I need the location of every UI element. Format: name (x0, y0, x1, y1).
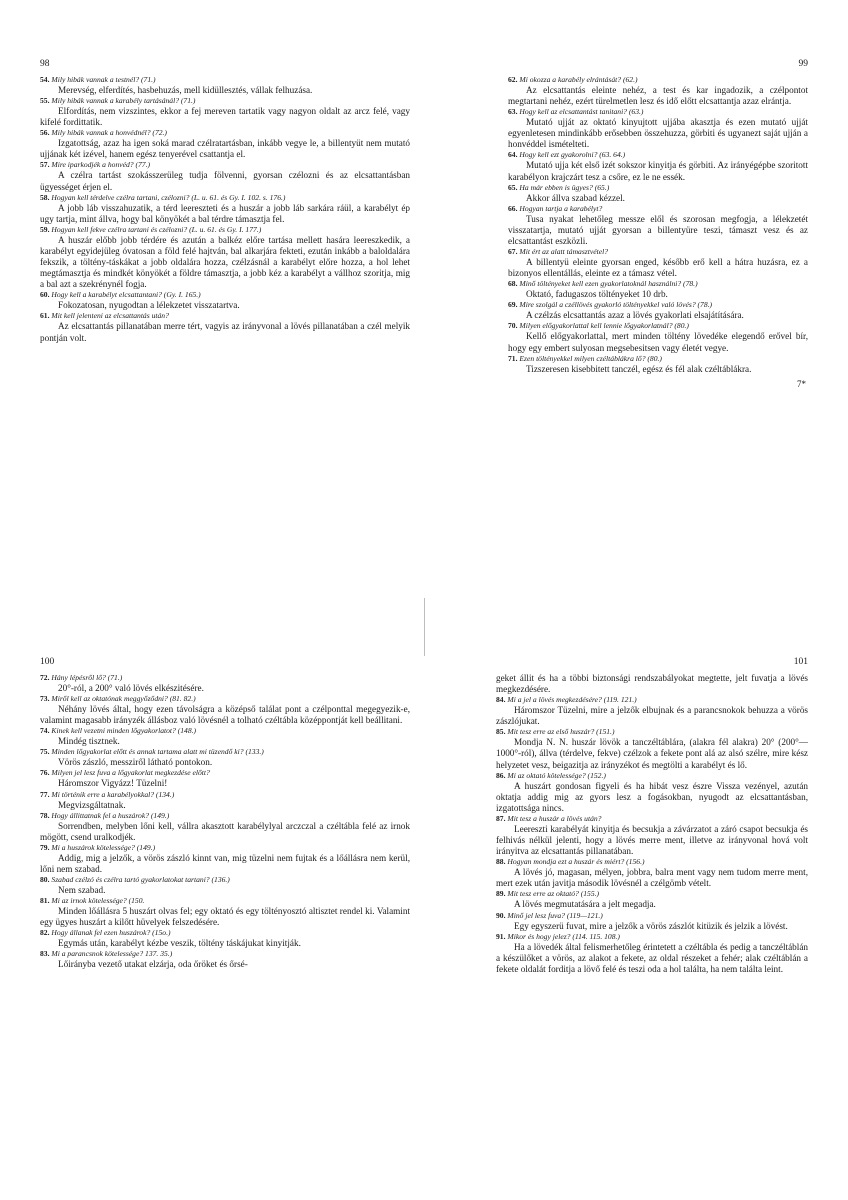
answer-text: Mutató ujja két első izét sokszor kinyitja és görbiti. Az irányégépbe szoritott karabélyon krajczárt tesz a csőre, ez le ne essék. (508, 160, 808, 182)
question (508, 204, 808, 214)
question (40, 160, 410, 170)
question (496, 932, 808, 942)
answer-text: Lőirányba vezető utakat elzárja, oda őröket és őrsé- (58, 959, 248, 970)
question (496, 889, 808, 899)
qa-item (496, 771, 808, 814)
qa-item (40, 949, 410, 970)
question-number: 78. (40, 810, 50, 820)
answer-text: Ha a lövedék által felismerhetőleg érintetett a czéltábla és pedig a tanczéltáblán a készülőket a vörös, az alakot a fekete, az oldal részeket a fehér; alak czéltáblán a fekete oldalát forditja a lövő felé és teszi oda a hol találta, ha nem találta leint. (496, 941, 808, 974)
answer-text: Oktató, fadugaszos töltényeket 10 drb. (526, 289, 668, 300)
answer-text: Elfordítás, nem vizszintes, ekkor a fej mereven tartatik vagy nagyon oldalt az arcz felé, vagy kifelé fordittatik. (40, 106, 410, 128)
answer-text: A lövés megmutatására a jelt megadja. (514, 899, 656, 910)
question-text: Mire szolgál a czéllövés gyakorló töltényekkel való lövés? (78.) (519, 300, 713, 310)
qa-item (508, 247, 808, 279)
question-number: 63. (508, 107, 518, 117)
answer-text: A lövés jó, magasan, mélyen, jobbra, balra ment vagy nem tudom merre ment, mert ezek után javitja második lövésnél a czélgömb vételt. (496, 867, 808, 889)
question-text: Milyen előgyakorlattal kell lennie lőgyakorlatnál? (80.) (519, 321, 689, 331)
answer-text: Izgatottság, azaz ha igen soká marad czélratartásban, inkább vegye le, a billentyüt nem mutató ujjának két izével, hanem egész tenyerével csattantja el. (40, 138, 410, 160)
qa-item (496, 911, 808, 932)
question (40, 896, 410, 906)
answer-text: Mutató ujját az oktató kinyujtott ujjába akasztja és ezen mutató ujját egyenletesen mindinkább erősebben összehuzza, görbiti és ugyanezt saját ujján a honvéddel ismételteti. (508, 117, 808, 150)
continued-paragraph: geket állit és ha a többi biztonsági rendszabályokat megtette, jelt fuvatja a lövés megkezdésére. (496, 673, 808, 695)
qa-list (40, 673, 410, 971)
question-number: 59. (40, 224, 50, 234)
question-text: Mit tesz a huszár a lövés után? (507, 813, 602, 823)
answer-text: Tusa nyakat lehetőleg messze elől és szorosan megfogja, a lélekzetét visszatartja, mutató ujját gyorsan a billentyüre teszi, támaszt vesz és az elcsattantást eszközli. (508, 213, 808, 246)
question-number: 90. (496, 910, 506, 920)
qa-item (40, 225, 410, 290)
question-text: Minden lőgyakorlat előtt és annak tartama alatt mi tüzendő ki? (133.) (51, 747, 264, 757)
answer-text: Egy egyszerü fuvat, mire a jelzők a vörös zászlót kitüzik és jelzik a lövést. (514, 920, 788, 931)
answer-text: Mindég tisztnek. (58, 736, 120, 747)
answer-text: Megvizsgáltatnak. (58, 799, 126, 810)
question (40, 75, 410, 85)
question (508, 321, 808, 331)
page-divider (424, 598, 425, 656)
page-number: 100 (40, 657, 55, 667)
answer-text: Egymás után, karabélyt kézbe veszik, töltény táskájukat kinyitják. (58, 938, 301, 949)
answer-text: Háromszor Tüzelni, mire a jelzők elbujnak és a parancsnokok behuzza a vörös zászlójukat. (496, 705, 808, 727)
question-number: 84. (496, 695, 506, 705)
page-98 (40, 58, 410, 588)
question-text: Ha már ebben is ügyes? (65.) (519, 182, 610, 192)
answer-text: Mondja N. N. huszár lövök a tanczéltáblára, (alakra fél alakra) 20° (200°—1000°-ról), állva (térdelve, fekve) czélzok a fekete pont alá az alsó szélre, mire kész helyzetet vesz, beigazitja az irányzékot és megtölti a karabélyt és lő. (496, 737, 808, 770)
qa-item (496, 932, 808, 975)
question (496, 771, 808, 781)
qa-item (40, 193, 410, 225)
question-text: Minő töltényeket kell ezen gyakorlatoknál használni? (78.) (519, 279, 698, 289)
question-number: 88. (496, 857, 506, 867)
qa-item (40, 790, 410, 811)
question-number: 66. (508, 203, 518, 213)
question (508, 183, 808, 193)
question (496, 857, 808, 867)
qa-item (40, 96, 410, 128)
answer-text: Merevség, elferdítés, hasbehuzás, mell kidüllesztés, vállak felhuzása. (58, 85, 313, 95)
question (40, 928, 410, 938)
question-text: Mily hibák vannak a karabély tartásánál? (71.) (51, 96, 196, 106)
question-number: 67. (508, 247, 518, 257)
qa-item (496, 857, 808, 889)
question-number: 58. (40, 192, 50, 202)
question-number: 79. (40, 842, 50, 852)
question-number: 72. (40, 673, 50, 682)
page-number: 98 (40, 59, 50, 69)
question-text: Hogyan tartja a karabélyt? (519, 203, 603, 213)
qa-item (40, 747, 410, 768)
qa-item (508, 279, 808, 300)
question-number: 89. (496, 889, 506, 899)
answer-text: Addig, mig a jelzők, a vörös zászló kinnt van, mig tüzelni nem fujtak és a lőállásra nem kerül, lőni nem szabad. (40, 852, 410, 874)
qa-item (40, 75, 410, 96)
question (496, 727, 808, 737)
question (496, 814, 808, 824)
question-number: 73. (40, 694, 50, 704)
qa-item (40, 128, 410, 160)
question-text: Mit tesz erre az oktató? (155.) (507, 889, 600, 899)
qa-item (40, 768, 410, 789)
qa-item (508, 107, 808, 150)
qa-item (40, 843, 410, 875)
answer-text: A billentyü eleinte gyorsan enged, később erő kell a hátra huzásra, ez a bizonyos ellentállás, eleinte ez a támasz vétel. (508, 257, 808, 279)
question-number: 68. (508, 279, 518, 289)
question (40, 193, 410, 203)
question-number: 57. (40, 160, 50, 170)
question-number: 74. (40, 726, 50, 736)
question-text: Hogy állanak fel ezen huszárok? (15o.) (51, 928, 171, 938)
qa-item (40, 673, 410, 694)
question-text: Mit ért az alatt támasztvétel? (519, 247, 608, 257)
question-text: Mi okozza a karabély elrántását? (62.) (519, 75, 638, 84)
question (508, 279, 808, 289)
question-text: Mi az oktató kötelessége? (152.) (507, 770, 606, 780)
question-number: 85. (496, 727, 506, 737)
page-101 (496, 656, 808, 1176)
page-100 (40, 656, 410, 1176)
question-number: 87. (496, 813, 506, 823)
question (496, 695, 808, 705)
answer-text: A jobb láb visszahuzatik, a térd leereszteti és a huszár a jobb láb sarkára ráül, a karabélyt ép ugy tartja, mint állva, hogy bal könyökét a bal térdre támasztja fel. (40, 202, 410, 224)
question-number: 69. (508, 300, 518, 310)
question-text: Hogyan kell fekve czélra tartani és czélozni? (L. u. 61. és Gy. I. 177.) (51, 224, 262, 234)
question-text: Milyen jel lesz fuva a lőgyakorlat megkezdése előtt? (51, 768, 210, 778)
question (40, 694, 410, 704)
question (40, 875, 410, 885)
qa-item (40, 160, 410, 192)
page-number: 99 (798, 59, 808, 69)
answer-text: Nem szabad. (58, 885, 106, 896)
qa-item (508, 300, 808, 321)
question-text: Mi történik erre a karabélyokkal? (134.) (51, 789, 175, 799)
qa-item (496, 727, 808, 770)
answer-text: Az elcsattantás pillanatában merre tért, vagyis az irányvonal a lövés pillanatában a czél melyik pontján volt. (40, 321, 410, 343)
qa-item (496, 814, 808, 857)
answer-text: A huszár előbb jobb térdére és azután a balkéz előre tartása mellett hasára leereszkedik, a karabélyt egyidejüleg óvatosan a föld felé hajtván, bal alkarjára fekteti, ezután inkább a baloldalára fekszik, a töltény-táskákat a jobb oldalára hozza, czélzásnál a karabélyt előre hozza, a hol lehet megtámasztja és mindkét könyökét a földre támasztja, a jobb kéz a karabélyt a vállhoz szoritja, mig a bal azt a szekrénynél fogja. (40, 234, 410, 290)
question (40, 790, 410, 800)
question-number: 81. (40, 896, 50, 906)
answer-text: Kellő előgyakorlattal, mert minden töltény lövedéke elegendő erővel bír, hogy egy embert sulyosan megsebesitsen vagy életét vegye. (508, 331, 808, 353)
question-text: Mire iparkodjék a honvéd? (77.) (51, 160, 151, 170)
question (40, 673, 410, 683)
qa-item (40, 694, 410, 726)
question (40, 811, 410, 821)
answer-text: A huszárt gondosan figyeli és ha hibát vesz észre Vissza vezényel, azután oktatja addig mig az gyors lesz a fogásokban, nyugodt az elcsattantásban, izgatottsága nincs. (496, 780, 808, 813)
question-text: Mi a huszárok kötelessége? (149.) (51, 842, 156, 852)
question-number: 56. (40, 128, 50, 138)
question (40, 128, 410, 138)
qa-list (496, 695, 808, 975)
question-text: Mi az irnok kötelessége? (150. (51, 896, 145, 906)
qa-item (508, 183, 808, 204)
answer-text: Leereszti karabélyát kinyitja és becsukja a závárzatot a záró csapot becsukja és felhivás nélkül jelenti, hogy a lövés merre ment, illetve az irányvonal hová volt irányitva az elcsattantás pillanatában. (496, 823, 808, 857)
question (508, 300, 808, 310)
signature-mark: 7* (797, 378, 806, 389)
question-text: Mit kell jelenteni az elcsattantás után? (51, 311, 169, 321)
question-number: 64. (508, 150, 518, 160)
qa-item (508, 354, 808, 375)
question-text: Mily hibák vannak a honvédnél? (72.) (51, 128, 167, 138)
question-text: Mily hibák vannak a testnél? (71.) (51, 75, 156, 84)
answer-text: Akkor állva szabad kézzel. (526, 192, 625, 203)
answer-text: Tizszeresen kisebbitett tanczél, egész és fél alak czéltáblákra. (526, 363, 752, 374)
question-text: Hogy kell ezt gyakorolni? (63. 64.) (519, 150, 626, 160)
question-text: Kinek kell vezetni minden lőgyakorlatot? (148.) (51, 726, 197, 736)
question-text: Minő jel lesz fuva? (119—121.) (507, 910, 603, 920)
answer-text: Háromszor Vigyázz! Tüzelni! (58, 778, 168, 789)
page-number: 101 (793, 657, 808, 667)
question-number: 76. (40, 768, 50, 778)
question-text: Hogyan mondja ezt a huszár és miért? (156.) (507, 857, 645, 867)
question-number: 71. (508, 353, 518, 363)
question-number: 54. (40, 75, 50, 84)
question (40, 747, 410, 757)
qa-item (508, 150, 808, 182)
question-number: 86. (496, 770, 506, 780)
qa-item (496, 889, 808, 910)
qa-item (40, 928, 410, 949)
question (40, 96, 410, 106)
qa-list (40, 75, 410, 344)
question-text: Hogy kell a karabélyt elcsattantani? (Gy. I. 165.) (51, 290, 201, 300)
answer-text: Néhány lövés által, hogy ezen távolságra a középső találat pont a czélponttal megegyezik-e, valamint magasabb irányzék állásboz való lövésnél a tolható czéltábla középpontját kell beállitani. (40, 704, 410, 726)
answer-text: 20°-ról, a 200° való lövés elkészitésére. (58, 683, 204, 693)
qa-item (40, 896, 410, 928)
question-number: 80. (40, 875, 50, 885)
question-number: 77. (40, 789, 50, 799)
question-text: Hogy állittatnak fel a huszárok? (149.) (51, 810, 170, 820)
question-text: Ezen töltényekkel milyen czéltáblákra lő? (80.) (519, 353, 662, 363)
answer-text: A czélzás elcsattantás azaz a lövés gyakorlati elsajátítására. (526, 310, 744, 321)
question-text: Hány lépésről lő? (71.) (51, 673, 123, 682)
question-text: Hogy kell az elcsattantást tanitani? (63.) (519, 107, 644, 117)
qa-item (40, 811, 410, 843)
question-text: Mit tesz erre az első huszár? (151.) (507, 727, 615, 737)
question-number: 83. (40, 949, 50, 959)
question-text: Szabad czélzó és czélra tartó gyakorlatokat tartani? (136.) (51, 875, 230, 885)
question-text: Mikor és hogy jelez? (114. 115. 108.) (507, 931, 620, 941)
question (508, 107, 808, 117)
question-number: 61. (40, 311, 50, 321)
qa-item (40, 875, 410, 896)
question (508, 75, 808, 85)
qa-item (40, 290, 410, 311)
question-number: 75. (40, 747, 50, 757)
qa-item (508, 321, 808, 353)
qa-item (508, 204, 808, 247)
qa-item (496, 695, 808, 727)
answer-text: A czélra tartást szokásszerüleg tudja fölvenni, gyorsan czélozni és az elcsattantásban ügyességet érjen el. (40, 170, 410, 192)
question (40, 726, 410, 736)
qa-list (508, 75, 808, 375)
question-text: Miről kell az oktatónak meggyőződni? (81. 82.) (51, 694, 196, 704)
question-number: 55. (40, 96, 50, 106)
answer-text: Sorrendben, melyben lőni kell, vállra akasztott karabélylyal arczczal a czéltábla felé az irnok mögött, csend uralkodjék. (40, 820, 410, 842)
question (40, 843, 410, 853)
qa-item (508, 75, 808, 107)
question-number: 65. (508, 182, 518, 192)
qa-item (40, 311, 410, 343)
question-number: 60. (40, 290, 50, 300)
question (40, 949, 410, 959)
question-text: Mi a jel a lövés megkezdésére? (119. 121.) (507, 695, 637, 705)
qa-item (40, 726, 410, 747)
question-text: Mi a parancsnok kötelessége? 137. 35.) (51, 949, 173, 959)
question-number: 62. (508, 75, 518, 84)
question (40, 225, 410, 235)
question (508, 354, 808, 364)
question (40, 311, 410, 321)
question (40, 290, 410, 300)
question-number: 91. (496, 931, 506, 941)
question (496, 911, 808, 921)
answer-text: Fokozatosan, nyugodtan a lélekzetet visszatartva. (58, 300, 240, 311)
answer-text: Minden lőállásra 5 huszárt olvas fel; egy oktató és egy töltényosztó altisztet rendel ki. Valamint egy ügyes huszárt a kilőtt hüvelyek felszedésére. (40, 906, 410, 928)
question-number: 82. (40, 928, 50, 938)
answer-text: Vörös zászló, messziről látható pontokon. (58, 757, 213, 768)
page-99 (508, 58, 808, 588)
question-number: 70. (508, 321, 518, 331)
question (508, 247, 808, 257)
question (40, 768, 410, 778)
question-text: Hogyan kell térdelve czélra tartani, czélozni? (L. u. 61. és Gy. I. 102. s. 176.) (51, 192, 286, 202)
answer-text: Az elcsattantás eleinte nehéz, a test és kar ingadozik, a czélpontot megtartani nehéz, ezért türelmetlen lesz és idő előtt elcsattantja azaz elrántja. (508, 85, 808, 107)
question (508, 150, 808, 160)
